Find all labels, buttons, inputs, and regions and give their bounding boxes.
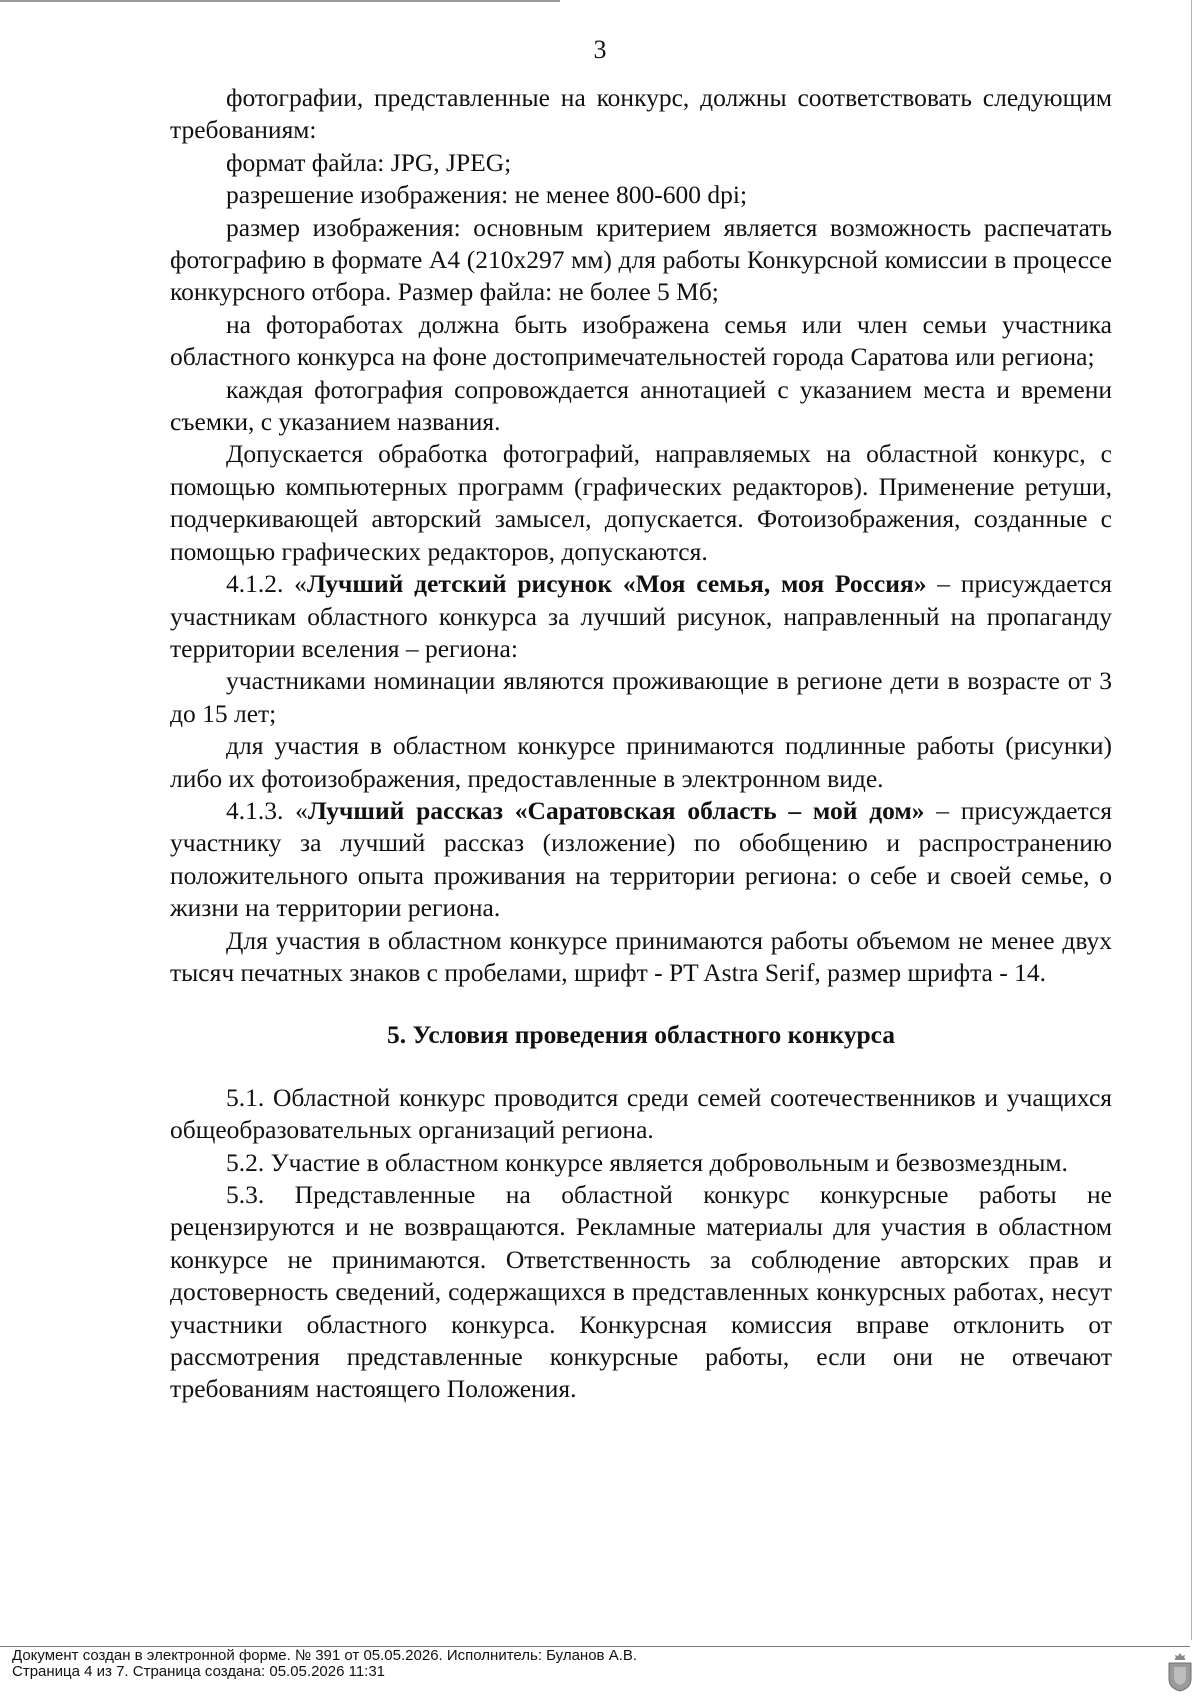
footer-document-info: Документ создан в электронной форме. № 391 от 05.05.2026. Исполнитель: Буланов А.В. (12, 1647, 638, 1664)
paragraph-resolution: разрешение изображения: не менее 800-600 dpi; (226, 180, 748, 210)
paragraph-5-1: 5.1. Областной конкурс проводится среди семей соотечественников и учащихся общеобразовательных организаций региона. (170, 1082, 1112, 1145)
paragraph-story-requirements: Для участия в областном конкурсе принимаются работы объемом не менее двух тысяч печатных знаков с пробелами, шрифт - PT Astra Serif, размер шрифта - 14. (170, 925, 1112, 987)
item-4-1-2-number: 4.1.2. « (226, 569, 307, 599)
section-5-heading: 5. Условия проведения областного конкурса (386, 1020, 896, 1050)
paragraph-image-size: размер изображения: основным критерием является возможность распечатать фотографию в формате А4 (210х297 мм) для работы Конкурсной комиссии в процессе конкурсного отбора. Размер файла: не более 5 Мб; (170, 212, 1112, 307)
page-number: 3 (593, 35, 607, 64)
top-divider (0, 0, 560, 2)
item-4-1-2 (170, 568, 1112, 665)
paragraph-drawing-works: для участия в областном конкурсе принимаются подлинные работы (рисунки) либо их фотоизображения, предоставленные в электронном виде. (170, 731, 1112, 793)
item-4-1-2-title: Лучший детский рисунок «Моя семья, моя Россия» (306, 569, 927, 599)
paragraph-photo-content: на фотоработах должна быть изображена семья или член семьи участника областного конкурса на фоне достопримечательностей города Саратова или региона; (170, 309, 1112, 372)
item-4-1-3 (170, 795, 1112, 925)
document-footer (12, 1648, 637, 1680)
paragraph-annotation: каждая фотография сопровождается аннотацией с указанием места и времени съемки, с указанием названия. (170, 374, 1112, 437)
item-4-1-3-text: – присуждается участнику за лучший рассказ (изложение) по обобщению и распространению положительного опыта проживания на территории региона: о себе и своей семье, о жизни на территории региона. (170, 795, 1112, 923)
paragraph-file-format: формат файла: JPG, JPEG; (226, 147, 512, 177)
item-4-1-3-number: 4.1.3. « (226, 795, 308, 825)
coat-of-arms-icon (1166, 1652, 1194, 1692)
paragraph-5-3: 5.3. Представленные на областной конкурс конкурсные работы не рецензируются и не возвращаются. Рекламные материалы для участия в областном конкурсе не принимаются. Ответственность за соблюдение авторских прав и достоверность сведений, содержащихся в представленных конкурсных работах, несут участники областного конкурса. Конкурсная комиссия вправе отклонить от рассмотрения представленные конкурсные работы, если они не отвечают требованиям настоящего Положения. (170, 1180, 1112, 1404)
paragraph-drawing-participants: участниками номинации являются проживающие в регионе дети в возрасте от 3 до 15 лет; (170, 666, 1112, 728)
item-4-1-2-text: – присуждается участникам областного конкурса за лучший рисунок, направленный на пропаганду территории вселения – региона: (170, 569, 1112, 663)
item-4-1-3-title: Лучший рассказ «Саратовская область – мой дом» (307, 795, 925, 825)
document-body (170, 82, 1112, 1406)
right-margin-line (1191, 0, 1192, 1640)
paragraph-photo-editing: Допускается обработка фотографий, направляемых на областной конкурс, с помощью компьютерных программ (графических редакторов). Применение ретуши, подчеркивающей авторский замысел, допускается. Фотоизображения, созданные с помощью графических редакторов, допускаются. (170, 439, 1112, 566)
paragraph-5-2: 5.2. Участие в областном конкурсе является добровольным и безвозмездным. (226, 1147, 1068, 1177)
footer-page-info: Страница 4 из 7. Страница создана: 05.05.2026 11:31 (12, 1663, 386, 1680)
paragraph-photo-requirements: фотографии, представленные на конкурс, должны соответствовать следующим требованиям: (170, 83, 1112, 145)
